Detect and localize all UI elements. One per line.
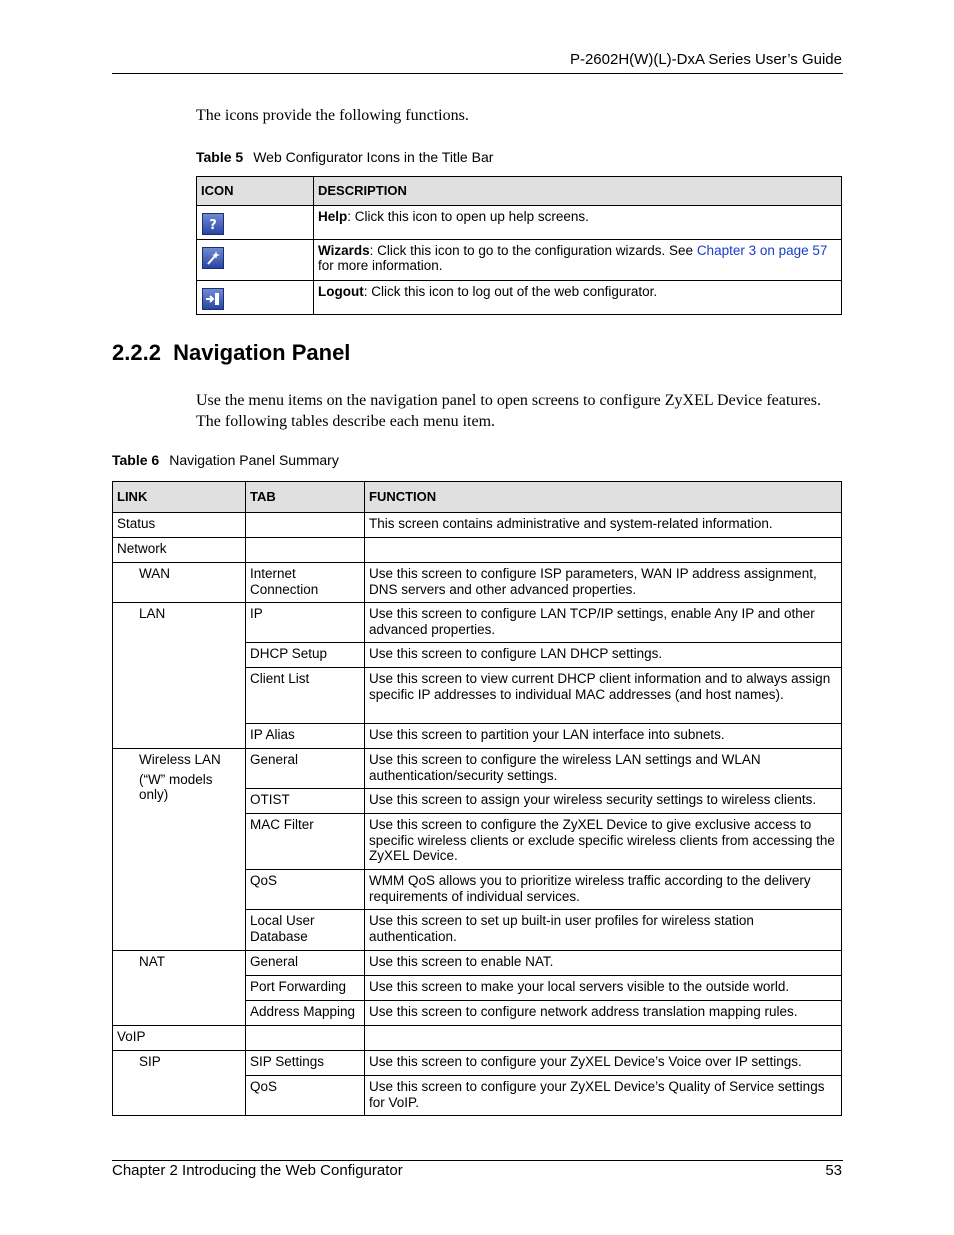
- table-row: WAN Internet Connection Use this screen to configure ISP parameters, WAN IP address assignment, DNS servers and other advanced properties.: [113, 563, 842, 603]
- table-row: IP Alias Use this screen to partition your LAN interface into subnets.: [113, 724, 842, 749]
- help-description: Help: Click this icon to open up help screens.: [314, 205, 842, 239]
- section-body: Use the menu items on the navigation panel to open screens to configure ZyXEL Device features. The following tables describe each menu item.: [196, 392, 821, 430]
- table-row: Network: [113, 538, 842, 563]
- table-row: VoIP: [113, 1026, 842, 1051]
- table-row: SIP SIP Settings Use this screen to configure your ZyXEL Device’s Voice over IP settings.: [113, 1051, 842, 1076]
- table-row: Local User Database Use this screen to set up built-in user profiles for wireless station authentication.: [113, 910, 842, 951]
- table-row: DHCP Setup Use this screen to configure LAN DHCP settings.: [113, 643, 842, 668]
- icons-table: [196, 176, 842, 315]
- wireless-lan-note: (“W” models only): [139, 771, 213, 802]
- table-row: Wireless LAN (“W” models only) General Use this screen to configure the wireless LAN settings and WLAN authentication/security settings.: [113, 749, 842, 789]
- table-header-row: [113, 482, 842, 513]
- chapter-3-link[interactable]: Chapter 3 on page 57: [696, 242, 828, 258]
- table-row: QoS Use this screen to configure your ZyXEL Device’s Quality of Service settings for VoIP.: [113, 1076, 842, 1116]
- table-row: [197, 280, 842, 314]
- column-header-link: LINK: [113, 482, 246, 513]
- table-row: Address Mapping Use this screen to configure network address translation mapping rules.: [113, 1001, 842, 1026]
- table-row: Port Forwarding Use this screen to make your local servers visible to the outside world.: [113, 976, 842, 1001]
- footer-rule: [112, 1160, 843, 1161]
- table-row: [197, 205, 842, 239]
- table-row: OTIST Use this screen to assign your wireless security settings to wireless clients.: [113, 789, 842, 814]
- svg-text:?: ?: [209, 217, 217, 231]
- wizard-icon: [202, 247, 224, 269]
- navigation-table: [112, 481, 842, 1116]
- page-number: 53: [825, 1162, 842, 1179]
- table-row: MAC Filter Use this screen to configure the ZyXEL Device to give exclusive access to specific wireless clients or exclude specific wireless clients from accessing the ZyXEL Device.: [113, 814, 842, 870]
- logout-icon: [202, 288, 224, 310]
- table-row: Client List Use this screen to view current DHCP client information and to always assign specific IP addresses to individual MAC addresses (and host names).: [113, 668, 842, 724]
- help-icon: [202, 213, 224, 235]
- wireless-lan-link: Wireless LAN: [139, 752, 221, 767]
- column-header-description: DESCRIPTION: [314, 177, 842, 206]
- table-row: QoS WMM QoS allows you to prioritize wireless traffic according to the delivery requirements of individual services.: [113, 870, 842, 910]
- table-row: [197, 239, 842, 280]
- running-header: P-2602H(W)(L)-DxA Series User’s Guide: [569, 51, 842, 68]
- column-header-function: FUNCTION: [365, 482, 842, 513]
- wizards-description: Wizards: Click this icon to go to the configuration wizards. See Chapter 3 on page 57 for more information.: [314, 239, 842, 280]
- table5-caption-text: Web Configurator Icons in the Title Bar: [253, 149, 494, 165]
- column-header-icon: ICON: [197, 177, 314, 206]
- table-header-row: [197, 177, 842, 206]
- header-rule: [112, 73, 843, 74]
- table6-caption-label: Table 6: [112, 452, 160, 468]
- table-row: NAT General Use this screen to enable NAT.: [113, 951, 842, 976]
- table6-caption: [112, 452, 339, 468]
- column-header-tab: TAB: [246, 482, 365, 513]
- table-row: Status This screen contains administrative and system-related information.: [113, 513, 842, 538]
- table6-caption-text: Navigation Panel Summary: [169, 452, 339, 468]
- section-title: 2.2.2 Navigation Panel: [112, 340, 351, 365]
- table5-caption-label: Table 5: [196, 149, 244, 165]
- footer-chapter: Chapter 2 Introducing the Web Configurator: [112, 1162, 403, 1179]
- table5-caption: [196, 149, 493, 165]
- table-row: LAN IP Use this screen to configure LAN TCP/IP settings, enable Any IP and other advanced properties.: [113, 603, 842, 643]
- intro-paragraph: The icons provide the following functions.: [196, 107, 469, 124]
- logout-description: Logout: Click this icon to log out of the web configurator.: [314, 280, 842, 314]
